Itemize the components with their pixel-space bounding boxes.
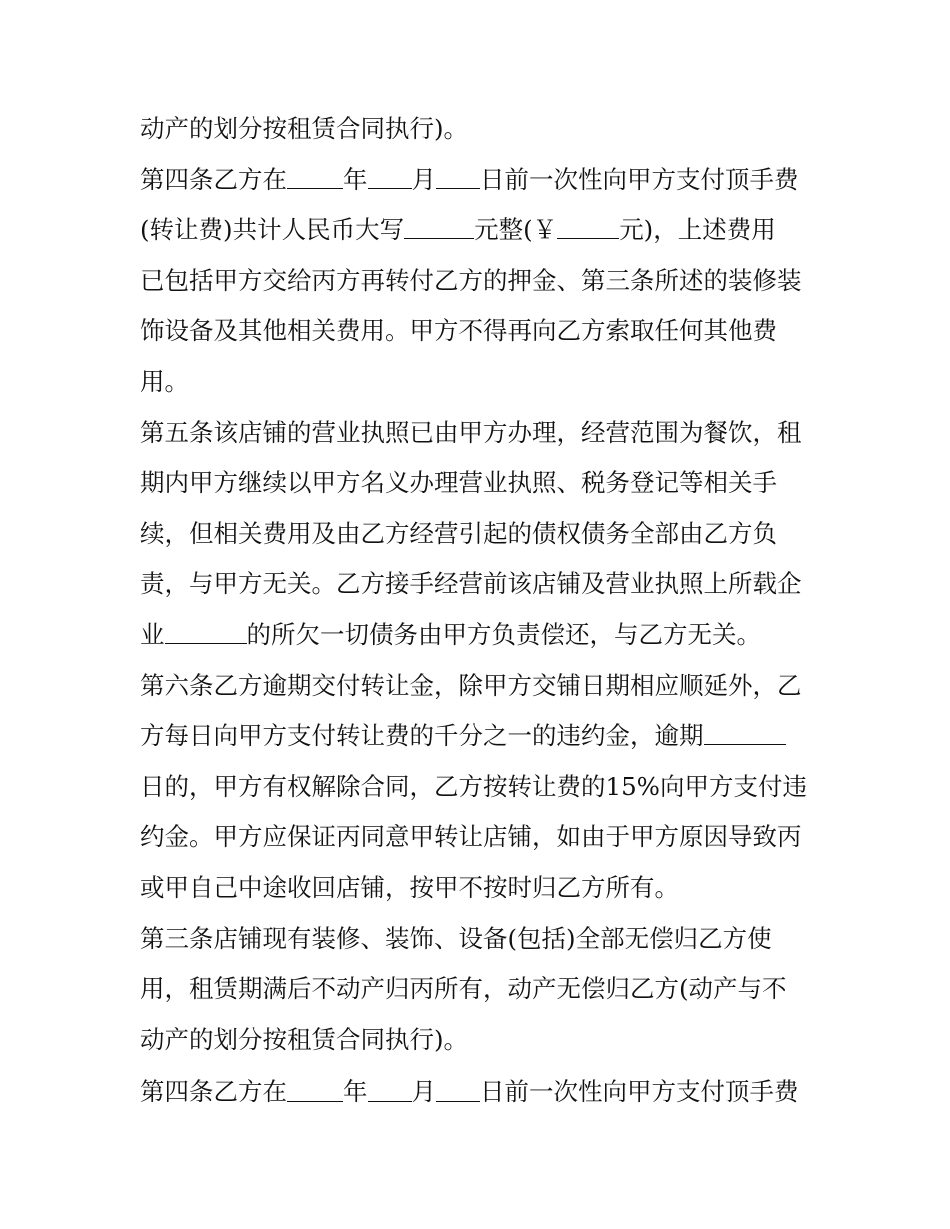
text-line [140,610,820,661]
text-line: 第五条该店铺的营业执照已由甲方办理，经营范围为餐饮，租 [140,417,802,447]
document-body [140,104,820,1118]
text-line [140,205,820,256]
text-line: 用，租赁期满后不动产归丙所有，动产无偿归乙方(动产与不 [140,974,787,1004]
text-line [140,1067,820,1118]
fill-in-blank [368,1075,412,1102]
text-line: 用。 [140,366,189,396]
text-line [140,711,820,762]
fill-in-blank [287,162,343,189]
text-segment: 元整(￥ [474,215,558,245]
fill-in-blank [165,617,247,644]
text-segment: 的所欠一切债务由甲方负责偿还，与乙方无关。 [246,619,761,649]
text-line: 第六条乙方逾期交付转让金，除甲方交铺日期相应顺延外，乙 [140,670,802,700]
text-segment: 方每日向甲方支付转让费的千分之一的违约金，逾期 [140,721,704,751]
fill-in-blank [368,162,412,189]
text-line [140,155,820,206]
text-line: 续，但相关费用及由乙方经营引起的债权债务全部由乙方负 [140,518,777,548]
text-segment: 第四条乙方在 [140,164,287,194]
text-line: 责，与甲方无关。乙方接手经营前该店铺及营业执照上所载企 [140,569,802,599]
text-segment: 元)，上述费用 [619,215,776,245]
fill-in-blank [704,719,786,746]
text-segment: 第四条乙方在 [140,1077,287,1107]
text-line: 已包括甲方交给丙方再转付乙方的押金、第三条所述的装修装 [140,265,802,295]
fill-in-blank [287,1075,343,1102]
text-segment: 业 [140,619,165,649]
fill-in-blank [436,1075,480,1102]
text-segment: 年 [343,164,368,194]
fill-in-blank [557,213,619,240]
text-segment: 月 [411,164,436,194]
fill-in-blank [436,162,480,189]
text-line: 期内甲方继续以甲方名义办理营业执照、税务登记等相关手 [140,468,777,498]
text-segment: 日前一次性向甲方支付顶手费 [480,164,799,194]
text-segment: 年 [343,1077,368,1107]
text-line: 动产的划分按租赁合同执行)。 [140,114,469,143]
text-line: 日的，甲方有权解除合同，乙方按转让费的15%向甲方支付违 [140,771,807,801]
text-line: 约金。甲方应保证丙同意甲转让店铺，如由于甲方原因导致丙 [140,822,802,852]
text-line: 动产的划分按租赁合同执行)。 [140,1024,469,1054]
text-line: 饰设备及其他相关费用。甲方不得再向乙方索取任何其他费 [140,316,777,346]
text-segment: (转让费)共计人民币大写 [140,215,405,245]
text-line: 或甲自己中途收回店铺，按甲不按时归乙方所有。 [140,872,679,902]
text-segment: 月 [411,1077,436,1107]
text-line: 第三条店铺现有装修、装饰、设备(包括)全部无偿归乙方使 [140,923,772,953]
fill-in-blank [404,213,474,240]
text-segment: 日前一次性向甲方支付顶手费 [480,1077,799,1107]
